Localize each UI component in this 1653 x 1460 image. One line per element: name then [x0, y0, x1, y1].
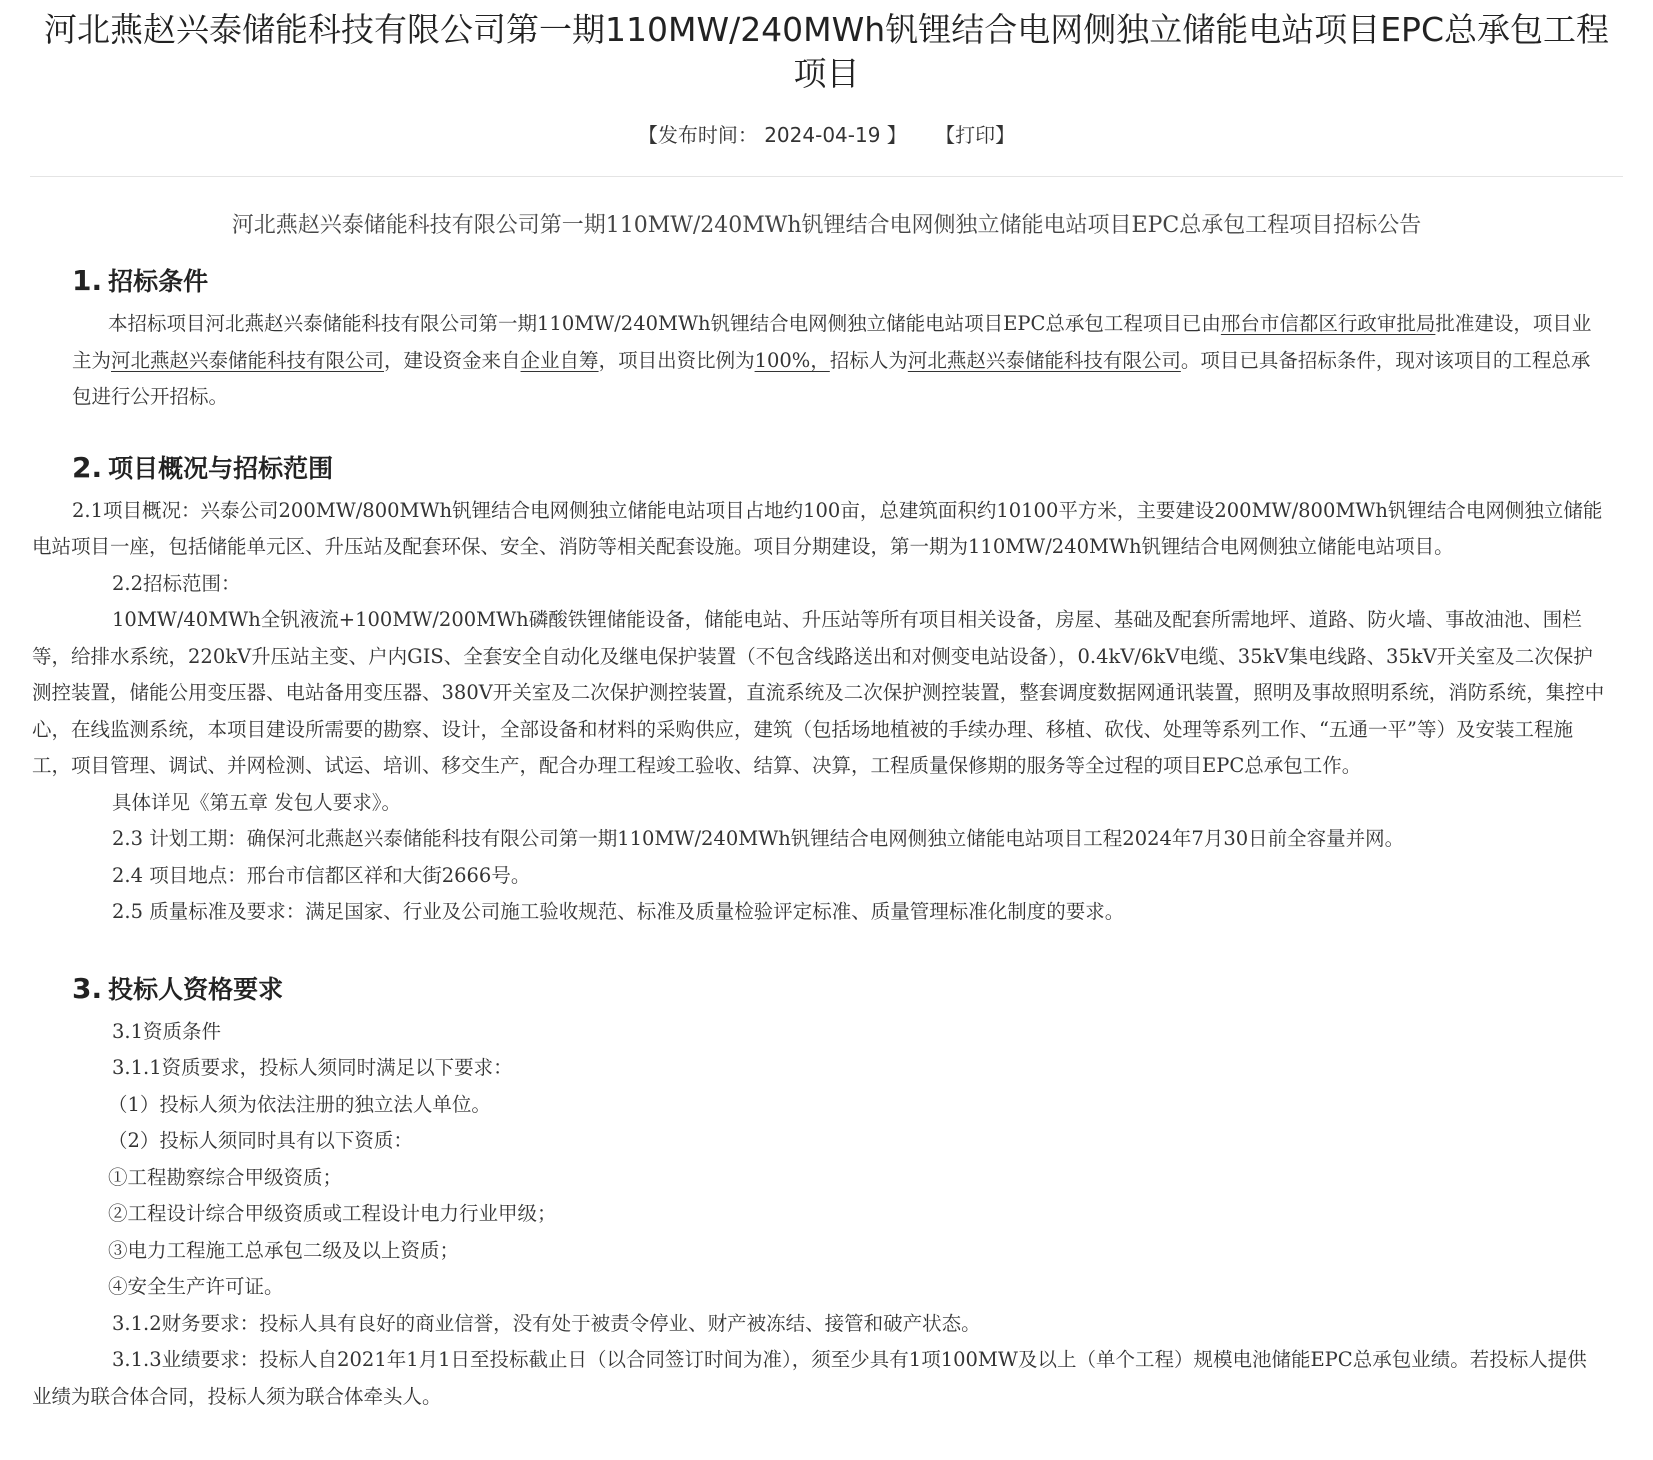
- certificate-item: ③电力工程施工总承包二级及以上资质；: [108, 1238, 460, 1262]
- section-heading-2: 2. 项目概况与招标范围: [72, 450, 334, 484]
- scope-reference: 具体详见《第五章 发包人要求》。: [112, 790, 401, 814]
- publish-close: 】: [886, 123, 907, 147]
- requirement-item: （1）投标人须为依法注册的独立法人单位。: [108, 1092, 491, 1116]
- scope-label: 2.2招标范围：: [112, 571, 241, 595]
- publish-label: 【发布时间：: [637, 123, 758, 147]
- funding-source: 企业自筹: [520, 348, 599, 372]
- requirement-item: （2）投标人须同时具有以下资质：: [108, 1129, 413, 1152]
- location-paragraph: 2.4 项目地点：邢台市信都区祥和大街2666号。: [112, 863, 531, 887]
- notice-title: 河北燕赵兴泰储能科技有限公司第一期110MW/240MWh钒锂结合电网侧独立储能电站项目EPC总承包工程项目招标公告: [231, 213, 1422, 238]
- qualification-title: 3.1资质条件: [112, 1019, 222, 1043]
- publish-date: 2024-04-19: [764, 123, 881, 147]
- notice-body: [0, 261, 1653, 1415]
- schedule-paragraph: 2.3 计划工期：确保河北燕赵兴泰储能科技有限公司第一期110MW/240MWh钒锂结合电网侧独立储能电站项目工程2024年7月30日前全容量并网。: [112, 827, 1405, 850]
- publish-meta: [0, 120, 1653, 150]
- owner-name: 河北燕赵兴泰储能科技有限公司: [111, 348, 385, 372]
- approver-link: 邢台市信都区行政审批局: [1220, 312, 1436, 335]
- qualification-requirement: 3.1.1资质要求，投标人须同时满足以下要求：: [112, 1056, 513, 1079]
- page-title: 河北燕赵兴泰储能科技有限公司第一期110MW/240MWh钒锂结合电网侧独立储能电站项目EPC总承包工程项目: [43, 10, 1609, 93]
- scope-paragraph: 10MW/40MWh全钒液流+100MW/200MWh磷酸铁锂储能设备，储能电站、升压站等所有项目相关设备，房屋、基础及配套所需地坪、道路、防火墙、事故油池、围栏等，给排水系统，220kV升压站主变、户内GIS、全套安全自动化及继电保护装置（不包含线路送出和对侧变电站设备），0.4kV/6kV电缆、35kV集电线路、35kV开关室及二次保护测控装置，储能公用变压器、电站备用变压器、380V开关室及二次保护测控装置，直流系统及二次保护测控装置，整套调度数据网通讯装置，照明及事故照明系统，消防系统，集控中心，在线监测系统，本项目建设所需要的勘察、设计，全部设备和材料的采购供应，建筑（包括场地植被的手续办理、移植、砍伐、处理等系列工作、“五通一平”等）及安装工程施工，项目管理、调试、并网检测、试运、培训、移交生产，配合办理工程竣工验收、结算、决算，工程质量保修期的服务等全过程的项目EPC总承包工作。: [32, 608, 1605, 777]
- project-overview-paragraph: 2.1项目概况：兴泰公司200MW/800MWh钒锂结合电网侧独立储能电站项目占地约100亩，总建筑面积约10100平方米，主要建设200MW/800MWh钒锂结合电网侧独立储能电站项目一座，包括储能单元区、升压站及配套环保、安全、消防等相关配套设施。项目分期建设，第一期为110MW/240MWh钒锂结合电网侧独立储能电站项目。: [32, 498, 1603, 558]
- certificate-item: ①工程勘察综合甲级资质；: [108, 1165, 343, 1189]
- section-heading-3: 3. 投标人资格要求: [72, 971, 284, 1005]
- certificate-item: ②工程设计综合甲级资质或工程设计电力行业甲级；: [108, 1202, 557, 1225]
- quality-paragraph: 2.5 质量标准及要求：满足国家、行业及公司施工验收规范、标准及质量检验评定标准、质量管理标准化制度的要求。: [112, 900, 1125, 923]
- performance-requirement: 3.1.3业绩要求：投标人自2021年1月1日至投标截止日（以合同签订时间为准），须至少具有1项100MW及以上（单个工程）规模电池储能EPC总承包业绩。若投标人提供业绩为联合体合同，投标人须为联合体牵头人。: [32, 1348, 1587, 1408]
- tenderer-name: 河北燕赵兴泰储能科技有限公司: [907, 348, 1181, 372]
- print-link[interactable]: 【打印】: [935, 123, 1016, 147]
- header-divider: [30, 176, 1623, 177]
- certificate-item: ④安全生产许可证。: [108, 1275, 284, 1298]
- funding-ratio: 100%，: [754, 348, 830, 372]
- tender-conditions-paragraph: 本招标项目河北燕赵兴泰储能科技有限公司第一期110MW/240MWh钒锂结合电网侧独立储能电站项目EPC总承包工程项目已由邢台市信都区行政审批局批准建设，项目业主为河北燕赵兴泰储能科技有限公司，建设资金来自企业自筹，项目出资比例为100%，招标人为河北燕赵兴泰储能科技有限公司。项目已具备招标条件，现对该项目的工程总承包进行公开招标。: [72, 312, 1592, 408]
- section-heading-1: 1. 招标条件: [72, 264, 209, 297]
- financial-requirement: 3.1.2财务要求：投标人具有良好的商业信誉，没有处于被责令停业、财产被冻结、接管和破产状态。: [112, 1311, 981, 1335]
